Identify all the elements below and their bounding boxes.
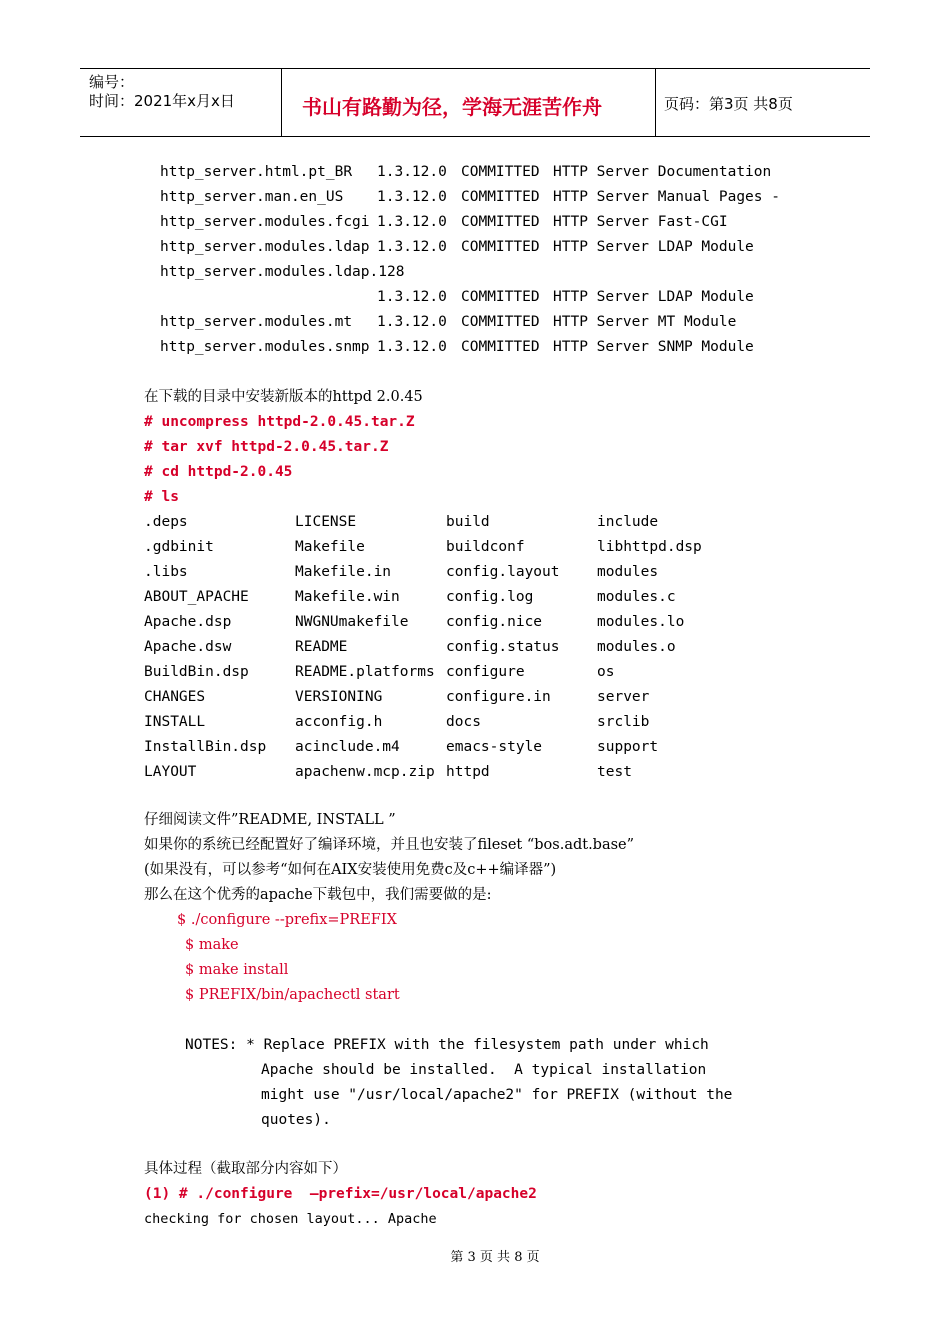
ls-entry: Makefile.win [295,589,400,605]
read-note: 仔细阅读文件”README, INSTALL ” [144,812,396,828]
ls-entry: Apache.dsw [144,639,232,655]
package-state: COMMITTED [461,239,540,255]
ls-entry: docs [446,714,481,730]
ls-entry: config.log [446,589,534,605]
ls-entry: test [597,764,632,780]
ls-entry: LAYOUT [144,764,197,780]
ls-entry: libhttpd.dsp [597,539,702,555]
ls-entry: ABOUT_APACHE [144,589,249,605]
package-description: HTTP Server Documentation [553,164,772,180]
package-state: COMMITTED [461,214,540,230]
package-version: 1.3.12.0 [377,339,447,355]
page-header [80,68,870,137]
ls-entry: modules.c [597,589,676,605]
ls-entry: include [597,514,659,530]
ls-entry: httpd [446,764,490,780]
todo-note: 那么在这个优秀的apache下载包中，我们需要做的是: [144,887,492,903]
page-number-label: 页码：第3页 共8页 [664,95,793,113]
ls-entry: README [295,639,348,655]
ls-entry: configure [446,664,525,680]
notes-line: quotes). [261,1112,331,1128]
ls-entry: emacs-style [446,739,543,755]
package-version: 1.3.12.0 [377,214,447,230]
package-description: HTTP Server LDAP Module [553,239,754,255]
package-version: 1.3.12.0 [377,314,447,330]
notes-line: NOTES: * Replace PREFIX with the filesystem path under which [185,1037,709,1053]
package-name: http_server.modules.ldap [160,239,370,255]
package-name: http_server.modules.fcgi [160,214,370,230]
ls-entry: CHANGES [144,689,206,705]
package-description: HTTP Server LDAP Module [553,289,754,305]
package-version: 1.3.12.0 [377,239,447,255]
ls-entry: LICENSE [295,514,357,530]
package-name: http_server.html.pt_BR [160,164,353,180]
package-state: COMMITTED [461,164,540,180]
package-name: http_server.modules.snmp [160,339,370,355]
header-meta-cell [80,69,282,136]
process-command: (1) # ./configure –prefix=/usr/local/apache2 [144,1186,537,1202]
ls-entry: BuildBin.dsp [144,664,249,680]
header-motto-cell [282,69,656,136]
ls-entry: .deps [144,514,188,530]
install-intro: 在下载的目录中安装新版本的httpd 2.0.45 [144,389,423,405]
page-footer: 第 3 页 共 8 页 [450,1250,540,1265]
package-description: HTTP Server Fast-CGI [553,214,728,230]
motto-text: 书山有路勤为径，学海无涯苦作舟 [302,95,602,119]
package-version: 1.3.12.0 [377,289,447,305]
document-date-label: 时间：2021年x月x日 [89,92,235,110]
ls-entry: apachenw.mcp.zip [295,764,435,780]
package-name: http_server.modules.mt [160,314,353,330]
ls-entry: config.status [446,639,560,655]
document-number-label: 编号： [89,73,135,91]
env-note-reference: (如果没有，可以参考“如何在AIX安装使用免费c及c++编译器”) [144,862,557,878]
ls-entry: Makefile [295,539,365,555]
ls-entry: srclib [597,714,650,730]
package-description: HTTP Server MT Module [553,314,737,330]
package-state: COMMITTED [461,189,540,205]
command-line: # uncompress httpd-2.0.45.tar.Z [144,414,415,430]
package-description: HTTP Server Manual Pages - [553,189,780,205]
package-description: HTTP Server SNMP Module [553,339,754,355]
ls-entry: modules.o [597,639,676,655]
ls-entry: NWGNUmakefile [295,614,409,630]
process-title: 具体过程（截取部分内容如下） [144,1161,347,1177]
notes-line: Apache should be installed. A typical installation [261,1062,707,1078]
ls-entry: build [446,514,490,530]
package-state: COMMITTED [461,289,540,305]
command-line: # ls [144,489,179,505]
step-line: $ ./configure --prefix=PREFIX [177,912,397,928]
step-line: $ make install [185,962,289,978]
ls-entry: VERSIONING [295,689,383,705]
ls-entry: InstallBin.dsp [144,739,267,755]
package-version: 1.3.12.0 [377,164,447,180]
notes-line: might use "/usr/local/apache2" for PREFIX (without the [261,1087,733,1103]
package-name: http_server.man.en_US [160,189,344,205]
package-state: COMMITTED [461,339,540,355]
ls-entry: .libs [144,564,188,580]
step-line: $ PREFIX/bin/apachectl start [185,987,400,1003]
ls-entry: .gdbinit [144,539,214,555]
ls-entry: README.platforms [295,664,435,680]
command-line: # cd httpd-2.0.45 [144,464,293,480]
package-version: 1.3.12.0 [377,189,447,205]
ls-entry: config.nice [446,614,543,630]
header-page-cell [656,69,870,136]
ls-entry: server [597,689,650,705]
process-output: checking for chosen layout... Apache [144,1211,437,1227]
package-state: COMMITTED [461,314,540,330]
ls-entry: INSTALL [144,714,206,730]
ls-entry: config.layout [446,564,560,580]
step-line: $ make [185,937,239,953]
ls-entry: support [597,739,659,755]
ls-entry: configure.in [446,689,551,705]
ls-entry: acconfig.h [295,714,383,730]
ls-entry: Makefile.in [295,564,392,580]
ls-entry: os [597,664,615,680]
ls-entry: modules.lo [597,614,685,630]
env-note: 如果你的系统已经配置好了编译环境，并且也安装了fileset “bos.adt.base” [144,837,635,853]
ls-entry: Apache.dsp [144,614,232,630]
ls-entry: buildconf [446,539,525,555]
command-line: # tar xvf httpd-2.0.45.tar.Z [144,439,389,455]
ls-entry: acinclude.m4 [295,739,400,755]
package-name: http_server.modules.ldap.128 [160,264,405,280]
ls-entry: modules [597,564,659,580]
